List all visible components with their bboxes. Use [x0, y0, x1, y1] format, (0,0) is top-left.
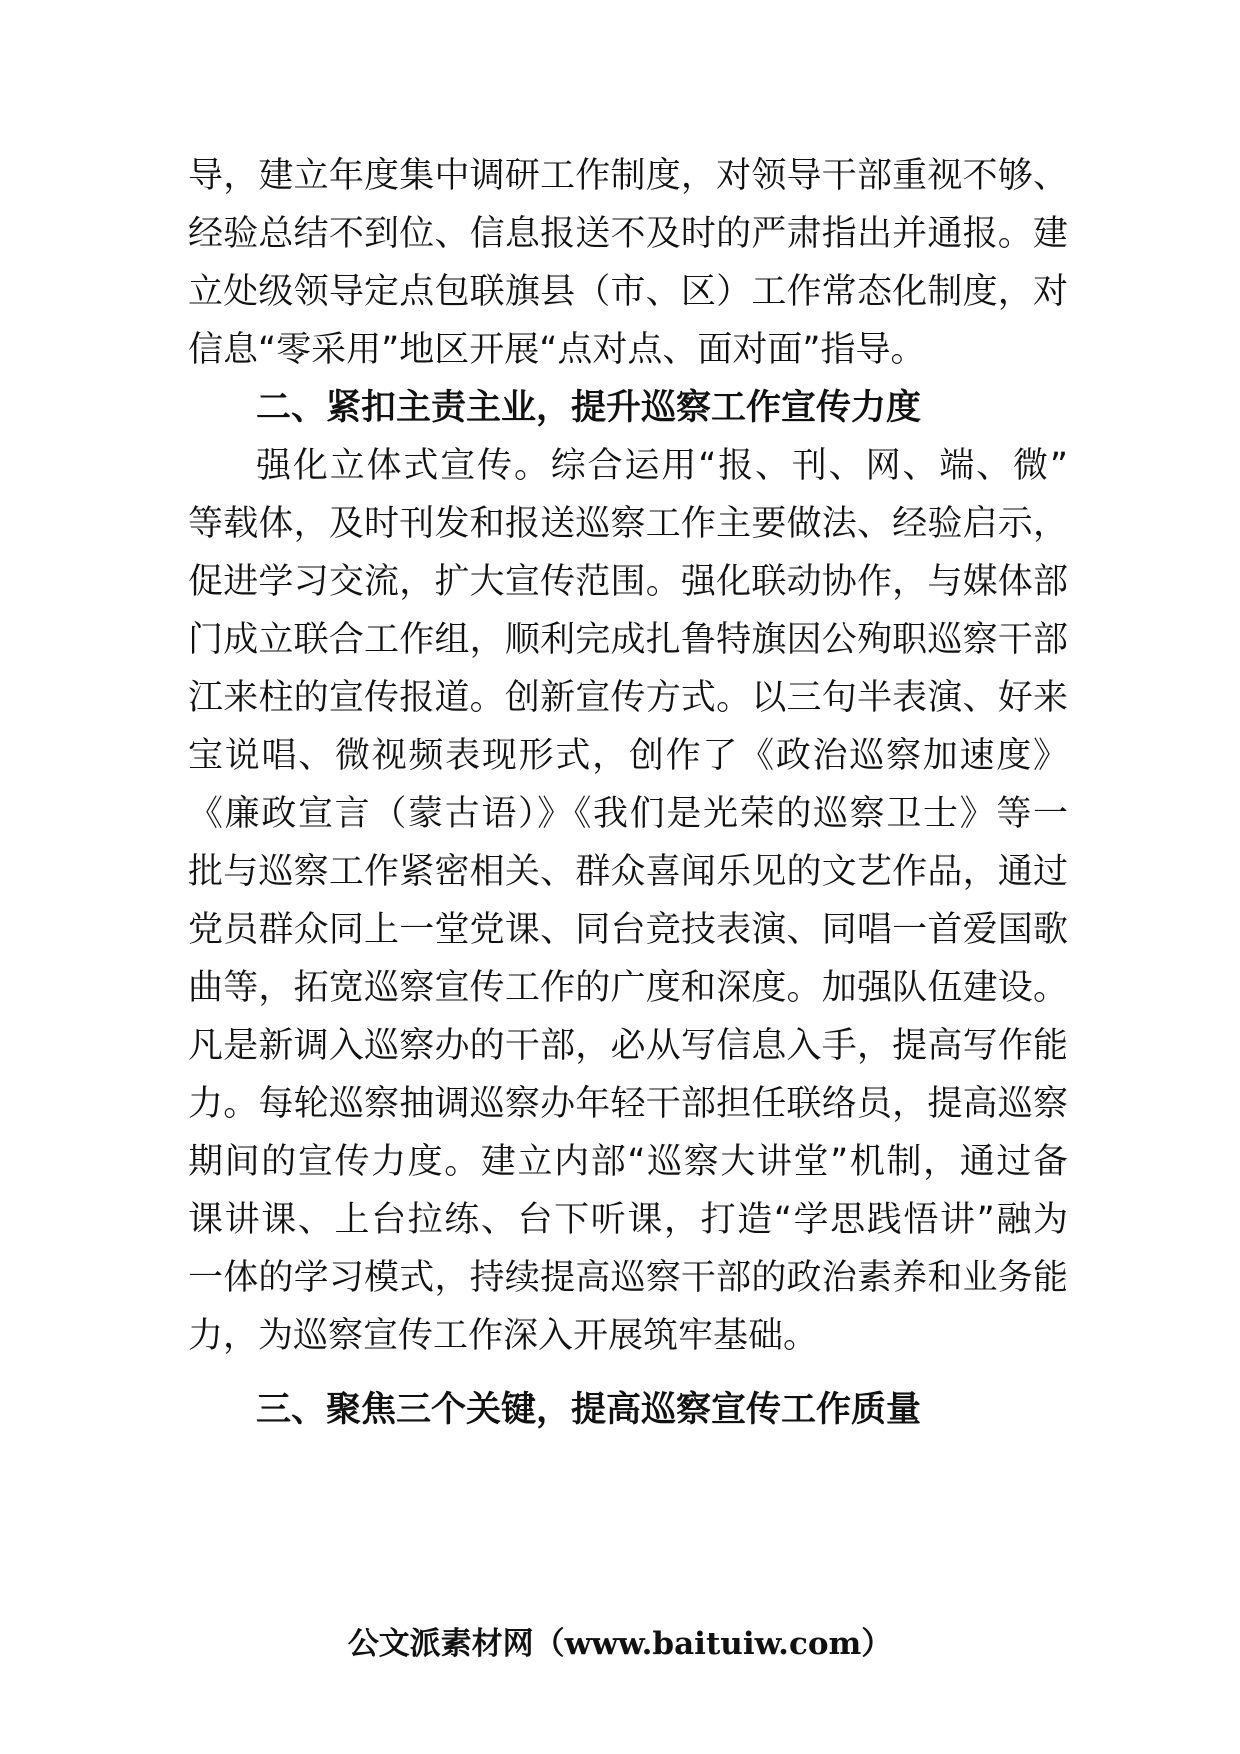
- body-line: 期间的宣传力度。建立内部“巡察大讲堂”机制，通过备: [188, 1142, 1068, 1182]
- body-line: 宝说唱、微视频表现形式，创作了《政治巡察加速度》: [188, 736, 1068, 776]
- body-line: 力。每轮巡察抽调巡察办年轻干部担任联络员，提高巡察: [188, 1084, 1068, 1124]
- body-line: 等载体，及时刊发和报送巡察工作主要做法、经验启示，: [188, 504, 1068, 544]
- body-line: 立处级领导定点包联旗县（市、区）工作常态化制度，对: [188, 272, 1068, 312]
- body-line: 经验总结不到位、信息报送不及时的严肃指出并通报。建: [188, 214, 1068, 254]
- body-line: 党员群众同上一堂党课、同台竞技表演、同唱一首爱国歌: [188, 910, 1068, 950]
- body-line: 力，为巡察宣传工作深入开展筑牢基础。: [188, 1316, 819, 1356]
- footer-watermark: 公文派素材网（www.baituiw.com）: [347, 1626, 893, 1662]
- body-line: 江来柱的宣传报道。创新宣传方式。以三句半表演、好来: [188, 678, 1068, 718]
- body-line: 课讲课、上台拉练、台下听课，打造“学思践悟讲”融为: [188, 1200, 1068, 1240]
- body-line: 《廉政宣言（蒙古语）》《我们是光荣的巡察卫士》等一: [188, 794, 1068, 834]
- body-line: 凡是新调入巡察办的干部，必从写信息入手，提高写作能: [188, 1026, 1068, 1066]
- body-line: 曲等，拓宽巡察宣传工作的广度和深度。加强队伍建设。: [188, 968, 1068, 1008]
- body-line: 促进学习交流，扩大宣传范围。强化联动协作，与媒体部: [188, 562, 1068, 602]
- body-line: 一体的学习模式，持续提高巡察干部的政治素养和业务能: [188, 1258, 1068, 1298]
- section-heading-2: 二、紧扣主责主业，提升巡察工作宣传力度: [256, 388, 922, 428]
- body-line: 信息“零采用”地区开展“点对点、面对面”指导。: [188, 330, 926, 370]
- body-line: 强化立体式宣传。综合运用“报、刊、网、端、微”: [256, 446, 1068, 486]
- section-heading-3: 三、聚焦三个关键，提高巡察宣传工作质量: [256, 1390, 922, 1430]
- body-line: 批与巡察工作紧密相关、群众喜闻乐见的文艺作品，通过: [188, 852, 1068, 892]
- body-line: 导，建立年度集中调研工作制度，对领导干部重视不够、: [188, 156, 1068, 196]
- body-line: 门成立联合工作组，顺利完成扎鲁特旗因公殉职巡察干部: [188, 620, 1068, 660]
